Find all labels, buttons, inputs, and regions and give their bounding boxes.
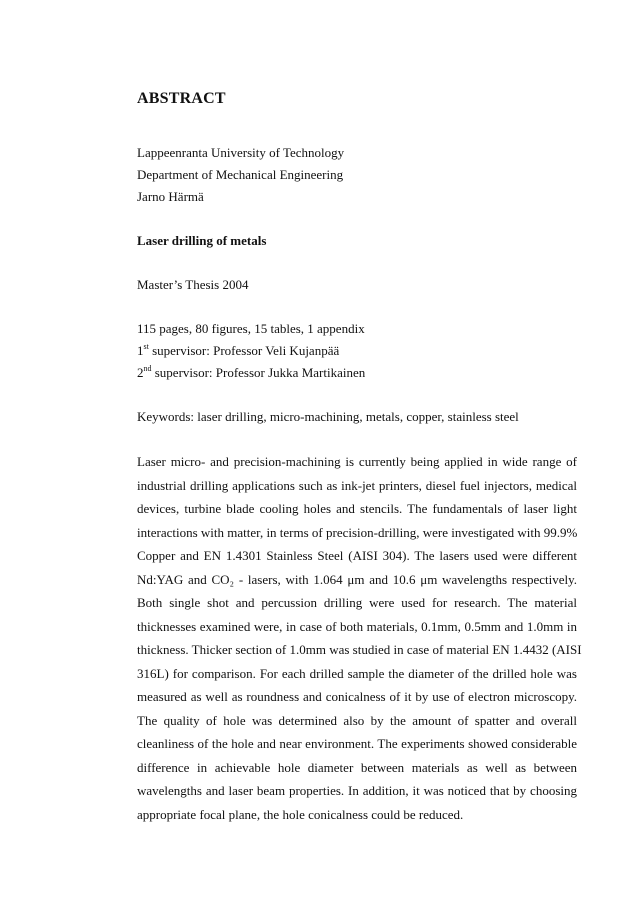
thesis-type: Master’s Thesis 2004 bbox=[137, 277, 249, 292]
abstract-line: industrial drilling applications such as ink-jet printers, diesel fuel injectors, medical bbox=[137, 477, 577, 493]
abstract-line: 316L) for comparison. For each drilled sample the diameter of the drilled hole was bbox=[137, 665, 577, 681]
page-heading: ABSTRACT bbox=[137, 90, 226, 107]
abstract-line: cleanliness of the hole and near environment. The experiments showed considerable bbox=[137, 736, 577, 751]
department-name: Department of Mechanical Engineering bbox=[137, 167, 344, 182]
thesis-extent: 115 pages, 80 figures, 15 tables, 1 appendix bbox=[137, 321, 365, 336]
first-supervisor-ordinal-number: 1 bbox=[137, 343, 144, 358]
abstract-line: Both single shot and percussion drilling were used for research. The material bbox=[137, 595, 577, 610]
second-supervisor-ordinal-suffix: nd bbox=[143, 364, 152, 373]
first-supervisor bbox=[137, 343, 339, 359]
abstract-line: measured as well as roundness and conicalness of it by use of electron microscopy. bbox=[137, 689, 577, 704]
abstract-line: appropriate focal plane, the hole conicalness could be reduced. bbox=[137, 806, 464, 822]
second-supervisor-ordinal-number: 2 bbox=[137, 365, 144, 380]
abstract-line: The quality of hole was determined also by the amount of spatter and overall bbox=[137, 712, 577, 728]
abstract-body bbox=[137, 450, 582, 826]
abstract-line: interactions with matter, in terms of precision-drilling, were investigated with 99.9% bbox=[137, 524, 578, 540]
abstract-line: wavelengths and laser beam properties. In addition, it was noticed that by choosing bbox=[137, 783, 577, 798]
keywords: Keywords: laser drilling, micro-machining, metals, copper, stainless steel bbox=[137, 409, 519, 424]
abstract-line: Laser micro- and precision-machining is currently being applied in wide range of bbox=[137, 454, 577, 469]
thesis-title: Laser drilling of metals bbox=[137, 233, 267, 248]
abstract-line: Copper and EN 1.4301 Stainless Steel (AISI 304). The lasers used were different bbox=[137, 548, 577, 563]
second-supervisor-text: supervisor: Professor Jukka Martikainen bbox=[151, 365, 366, 380]
abstract-line: devices, turbine blade cooling holes and stencils. The fundamentals of laser light bbox=[137, 501, 577, 516]
abstract-line: thickness. Thicker section of 1.0mm was studied in case of material EN 1.4432 (AISI bbox=[137, 642, 582, 657]
university-name: Lappeenranta University of Technology bbox=[137, 145, 345, 160]
abstract-line: Nd:YAG and CO₂ - lasers, with 1.064 μm and 10.6 μm wavelengths respectively. bbox=[137, 571, 577, 587]
abstract-line: thicknesses examined were, in case of both materials, 0.1mm, 0.5mm and 1.0mm in bbox=[137, 618, 577, 634]
abstract-line: difference in achievable hole diameter between materials as well as between bbox=[137, 759, 577, 775]
first-supervisor-ordinal-suffix: st bbox=[143, 342, 149, 351]
second-supervisor bbox=[137, 365, 365, 381]
author-name: Jarno Härmä bbox=[137, 189, 204, 204]
first-supervisor-text: supervisor: Professor Veli Kujanpää bbox=[148, 343, 340, 358]
